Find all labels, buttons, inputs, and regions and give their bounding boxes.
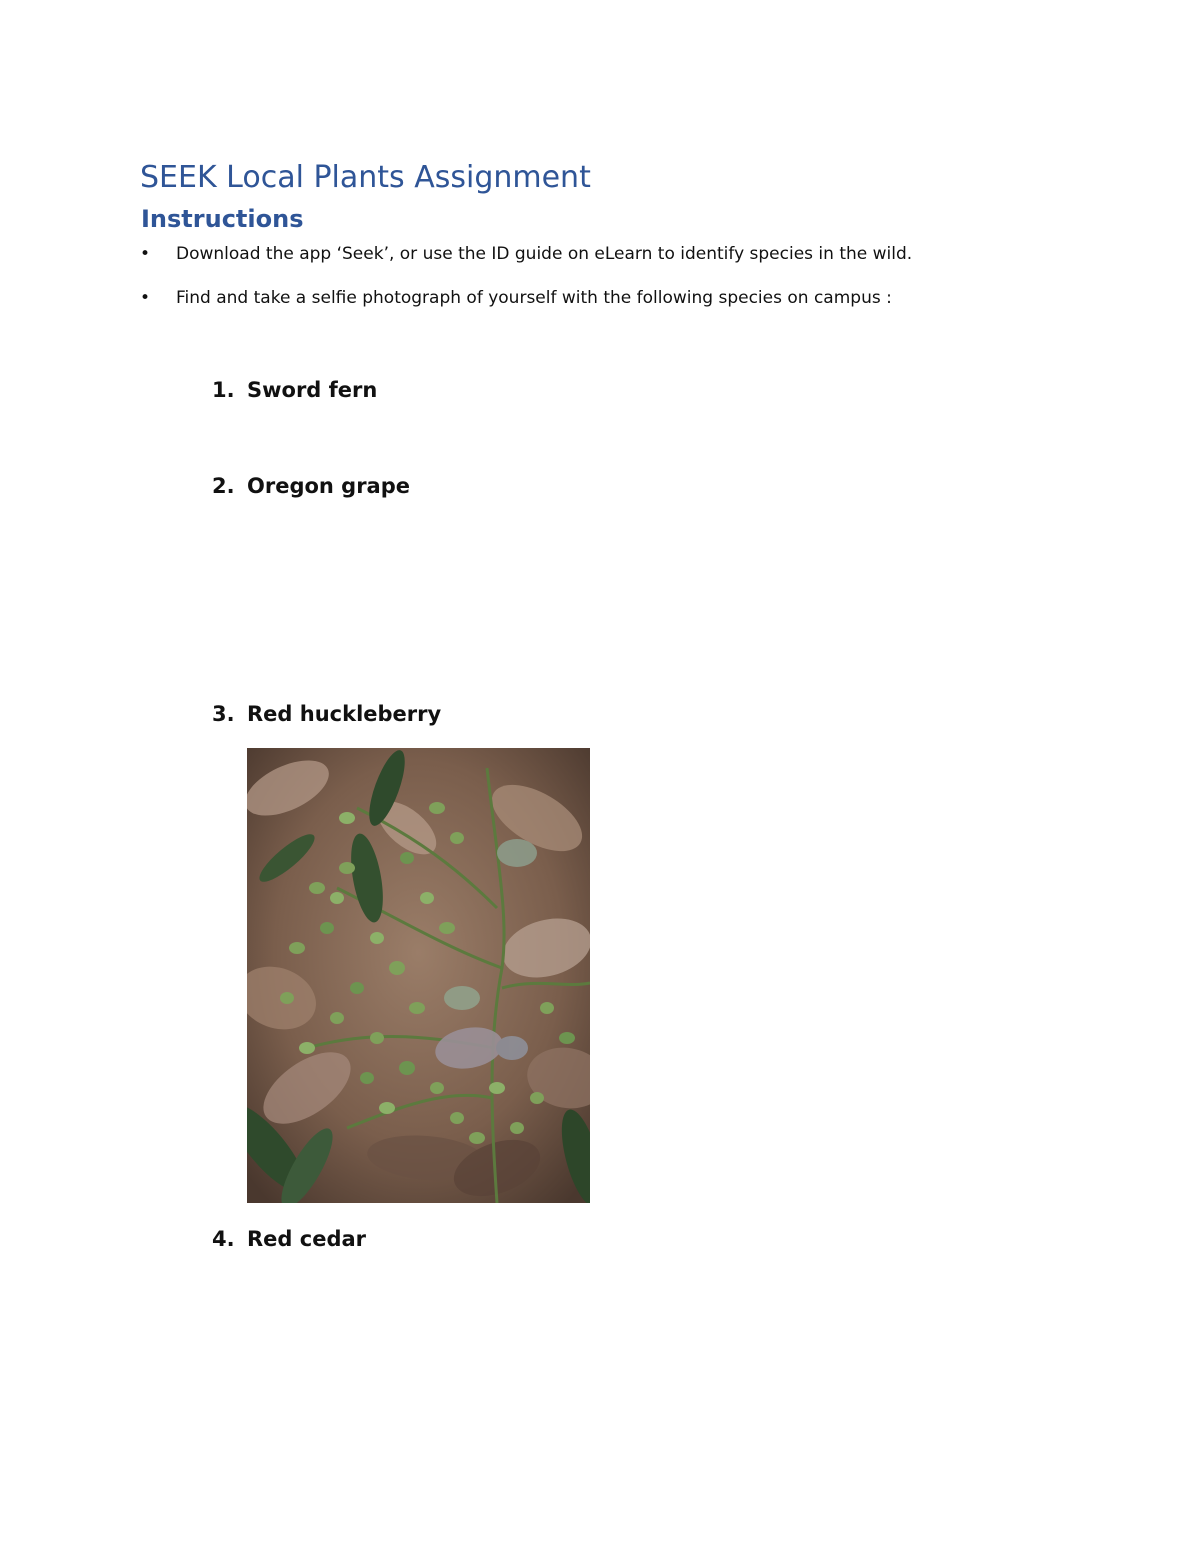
species-name: Red cedar — [247, 1227, 367, 1251]
species-item-3 — [212, 702, 441, 726]
species-number: 3. — [212, 702, 235, 726]
page-title: SEEK Local Plants Assignment — [140, 160, 591, 195]
instruction-bullet-1 — [140, 244, 912, 264]
species-name: Red huckleberry — [247, 702, 442, 726]
species-name: Oregon grape — [247, 474, 411, 498]
instruction-text: Download the app ‘Seek’, or use the ID guide on eLearn to identify species in the wild. — [176, 244, 913, 264]
species-item-2 — [212, 474, 410, 498]
species-number: 1. — [212, 378, 235, 402]
instructions-heading: Instructions — [141, 205, 304, 233]
bullet-marker: • — [140, 288, 151, 308]
bullet-marker: • — [140, 244, 151, 264]
species-number: 4. — [212, 1227, 235, 1251]
species-number: 2. — [212, 474, 235, 498]
red-huckleberry-photo — [247, 748, 590, 1203]
plant-photo-illustration — [247, 748, 590, 1203]
species-item-4 — [212, 1227, 366, 1251]
instruction-bullet-2 — [140, 288, 892, 308]
species-item-1 — [212, 378, 377, 402]
species-name: Sword fern — [247, 378, 378, 402]
instruction-text: Find and take a selfie photograph of yourself with the following species on campus : — [176, 288, 892, 308]
